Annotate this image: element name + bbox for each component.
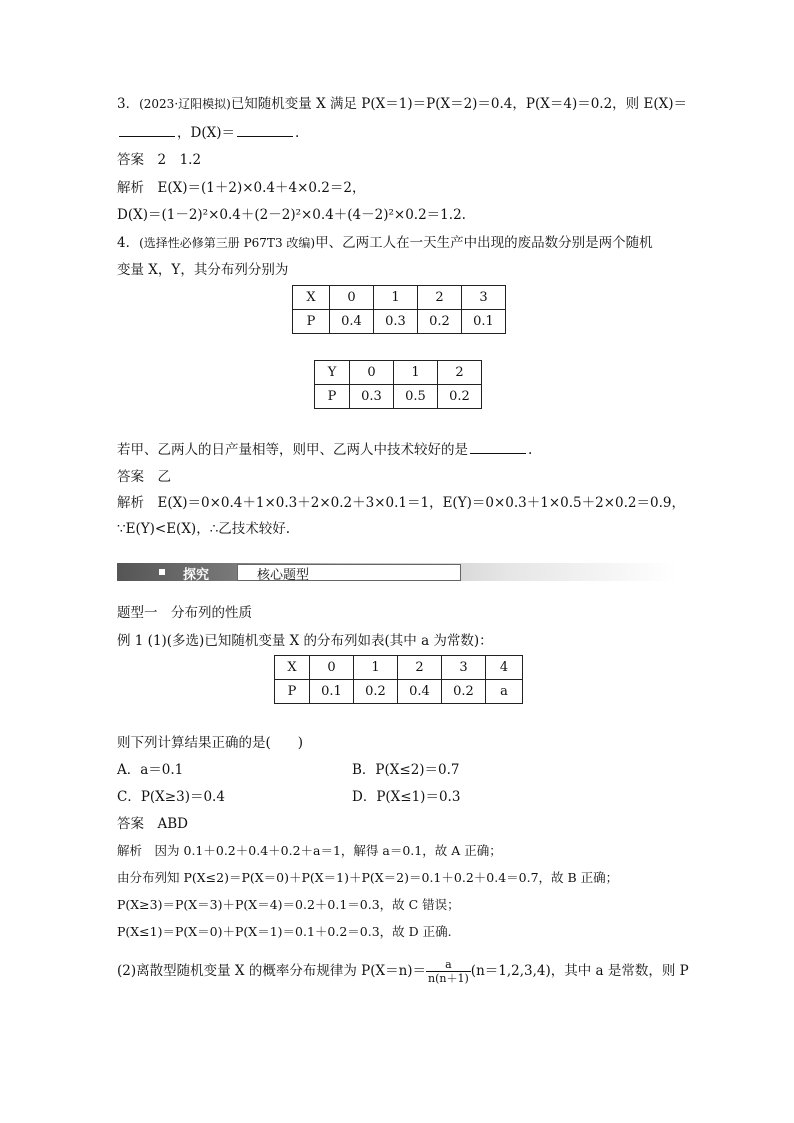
ex1-answer-value: ABD (157, 816, 188, 832)
banner-label-core: 核心题型 (257, 568, 310, 583)
table-cell: X (293, 286, 330, 310)
table-row (315, 361, 482, 385)
table-cell: Y (315, 361, 350, 385)
fraction-numerator: a (426, 958, 471, 972)
ex1-analysis-1 (117, 843, 502, 859)
table-cell: 0 (350, 361, 394, 385)
table-cell: P (315, 385, 350, 409)
table-y-distribution (314, 360, 482, 409)
analysis-label: 解析 (117, 495, 144, 511)
q3-answer (117, 152, 201, 168)
section-banner (117, 563, 677, 581)
table-cell: 0.5 (394, 385, 438, 409)
q4-question (117, 441, 532, 458)
q4-analysis-text-1: E(X)＝0×0.4＋1×0.3＋2×0.2＋3×0.1＝1，E(Y)＝0×0.3＋1×0.5＋2×0.2＝0.9， (157, 495, 685, 511)
table-cell: 3 (442, 656, 486, 680)
analysis-label: 解析 (117, 180, 144, 196)
table-cell: 0 (330, 286, 374, 310)
answer-label: 答案 (117, 152, 144, 168)
q4-stem-line2: 变量 X，Y，其分布列分别为 (117, 262, 289, 278)
q3-stem-line1 (117, 96, 687, 112)
table-cell: 0.2 (418, 310, 462, 334)
q4-question-text: 若甲、乙两人的日产量相等，则甲、乙两人中技术较好的是 (117, 442, 468, 458)
table-cell: 0.2 (354, 680, 398, 704)
option-a[interactable]: A．a＝0.1 (117, 762, 184, 778)
answer-label: 答案 (117, 816, 144, 832)
table-x-distribution (292, 285, 506, 334)
table-cell: 0.2 (438, 385, 482, 409)
table-cell: 4 (486, 656, 523, 680)
q3-analysis-2: D(X)＝(1－2)²×0.4＋(2－2)²×0.4＋(4－2)²×0.2＝1.2. (117, 207, 466, 223)
q3-blank-ex[interactable] (119, 124, 175, 137)
fraction (426, 958, 471, 985)
table-cell: 1 (354, 656, 398, 680)
ex1-part2-prefix: (2)离散型随机变量 X 的概率分布规律为 P(X＝n)＝ (117, 963, 427, 979)
table-cell: 0.4 (330, 310, 374, 334)
q4-stem-line1 (117, 235, 653, 251)
section-title: 题型一 分布列的性质 (117, 605, 252, 621)
table-cell: 0.2 (442, 680, 486, 704)
table-cell: 0.1 (310, 680, 354, 704)
q3-source: (2023·辽阳模拟) (139, 97, 231, 111)
q3-analysis-1 (117, 180, 365, 196)
table-cell: 0.4 (398, 680, 442, 704)
q4-analysis-2: ∵E(Y)<E(X)，∴乙技术较好. (117, 521, 291, 537)
q3-dx-label: ，D(X)＝ (177, 125, 235, 141)
option-b[interactable]: B．P(X≤2)＝0.7 (352, 762, 460, 778)
q3-stem-text: 已知随机变量 X 满足 P(X＝1)＝P(X＝2)＝0.4，P(X＝4)＝0.2，则 E(X)＝ (230, 96, 687, 112)
q3-number: 3． (117, 96, 140, 112)
ex1-analysis-3: P(X≥3)＝P(X＝3)＋P(X＝4)＝0.2＋0.1＝0.3，故 C 错误； (117, 897, 460, 912)
table-cell: 0.3 (350, 385, 394, 409)
table-cell: 1 (394, 361, 438, 385)
q4-answer-value: 乙 (157, 469, 171, 485)
q3-answer-value: 2 1.2 (157, 152, 202, 168)
table-cell: 1 (374, 286, 418, 310)
ex1-part2 (117, 956, 689, 986)
q4-period: . (528, 442, 533, 458)
q3-period: . (294, 125, 300, 141)
analysis-label: 解析 (117, 843, 143, 858)
q4-source: (选择性必修第三册 P67T3 改编) (139, 236, 316, 250)
table-cell: X (275, 656, 310, 680)
table-cell: a (486, 680, 523, 704)
table-cell: P (275, 680, 310, 704)
table-cell: 0.3 (374, 310, 418, 334)
q4-stem-text: 甲、乙两工人在一天生产中出现的废品数分别是两个随机 (315, 235, 653, 251)
table-row (275, 680, 523, 704)
fraction-denominator: n(n＋1) (428, 972, 469, 985)
table-cell: 0 (310, 656, 354, 680)
ex1-intro: 例 1 (1)(多选)已知随机变量 X 的分布列如表(其中 a 为常数)： (117, 633, 493, 649)
ex1-analysis-2: 由分布列知 P(X≤2)＝P(X＝0)＋P(X＝1)＋P(X＝2)＝0.1＋0.2＋0.4＝0.7，故 B 正确； (117, 870, 619, 885)
table-cell: 3 (462, 286, 506, 310)
q4-answer (117, 469, 171, 485)
table-row (275, 656, 523, 680)
q3-blank-dx[interactable] (237, 124, 293, 137)
ex1-analysis-text-1: 因为 0.1＋0.2＋0.4＋0.2＋a＝1，解得 a＝0.1，故 A 正确； (154, 843, 502, 858)
ex1-answer (117, 816, 188, 832)
q3-stem-line2 (117, 124, 299, 141)
option-c[interactable]: C．P(X≥3)＝0.4 (117, 789, 225, 805)
option-d[interactable]: D．P(X≤1)＝0.3 (352, 789, 461, 805)
table-ex1-distribution (274, 655, 523, 704)
ex1-part2-suffix: (n＝1,2,3,4)，其中 a 是常数，则 P (470, 963, 689, 979)
q3-analysis-text-1: E(X)＝(1＋2)×0.4＋4×0.2＝2， (157, 180, 366, 196)
table-cell: 2 (418, 286, 462, 310)
table-row (315, 385, 482, 409)
q4-analysis-1 (117, 495, 685, 511)
table-cell: P (293, 310, 330, 334)
q4-blank[interactable] (470, 441, 526, 454)
table-cell: 0.1 (462, 310, 506, 334)
square-icon (159, 569, 165, 575)
table-row (293, 286, 506, 310)
table-cell: 2 (398, 656, 442, 680)
answer-label: 答案 (117, 469, 144, 485)
table-row (293, 310, 506, 334)
q4-number: 4． (117, 235, 140, 251)
table-cell: 2 (438, 361, 482, 385)
ex1-analysis-4: P(X≤1)＝P(X＝0)＋P(X＝1)＝0.1＋0.2＝0.3，故 D 正确. (117, 924, 452, 939)
ex1-question: 则下列计算结果正确的是( ) (117, 735, 304, 751)
banner-label-explore: 探究 (183, 568, 210, 583)
